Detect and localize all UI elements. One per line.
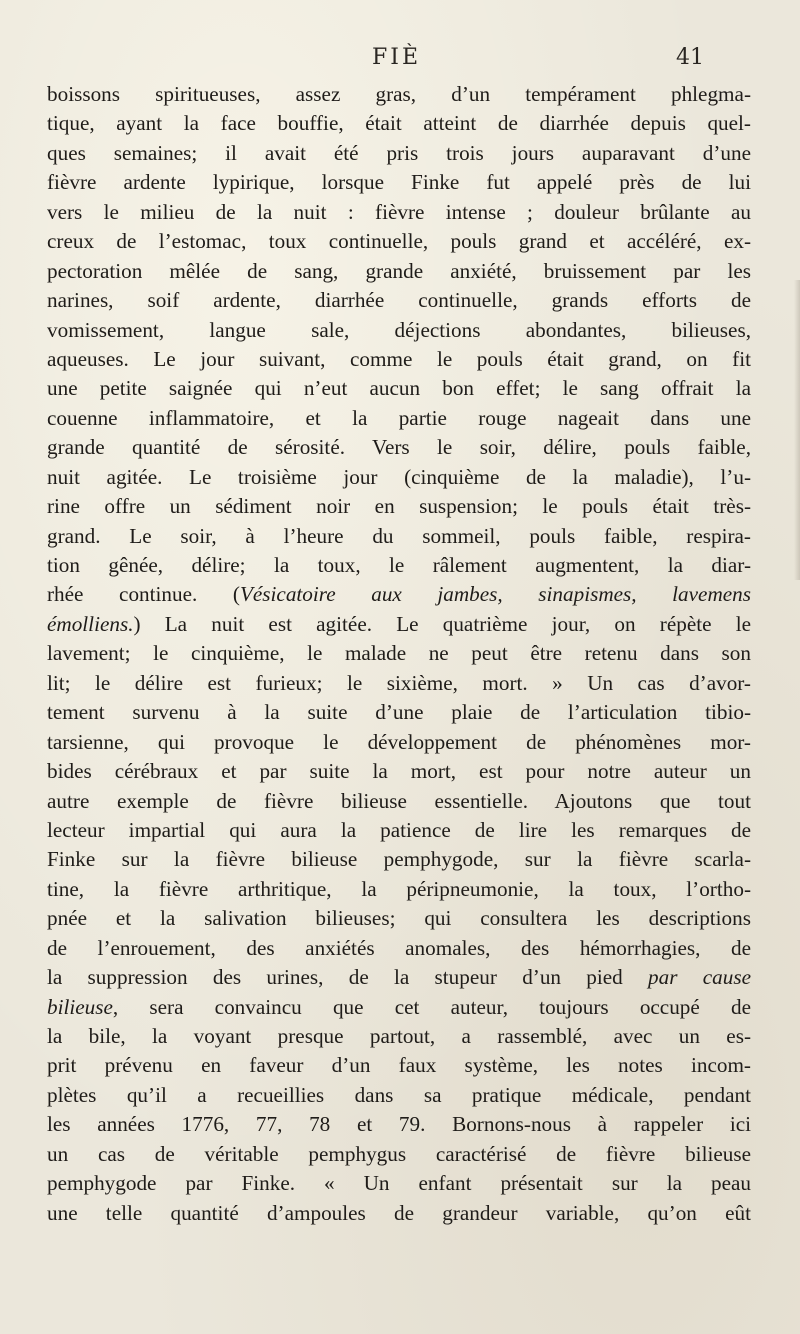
text-line: nuit agitée. Le troisième jour (cinquième de la maladie), l’u-	[47, 464, 751, 489]
text-line: boissons spiritueuses, assez gras, d’un tempérament phlegma-	[47, 82, 751, 106]
text-line: lavement; le cinquième, le malade ne peut être retenu dans son	[47, 641, 751, 666]
text-line: les années 1776, 77, 78 et 79. Bornons-nous à rappeler ici	[47, 1112, 751, 1137]
text-line: pnée et la salivation bilieuses; qui consultera les descriptions	[47, 906, 751, 931]
text-line: grand. Le soir, à l’heure du sommeil, pouls faible, respira-	[47, 523, 751, 548]
text-line: autre exemple de fièvre bilieuse essentielle. Ajoutons que tout	[47, 788, 751, 813]
text-line: fièvre ardente lypirique, lorsque Finke fut appelé près de lui	[47, 170, 751, 195]
text-line: vomissement, langue sale, déjections abondantes, bilieuses,	[47, 317, 751, 342]
text-line: pemphygode par Finke. « Un enfant présentait sur la peau	[47, 1171, 751, 1196]
text-line: ques semaines; il avait été pris trois jours auparavant d’une	[47, 140, 751, 165]
text-line: rine offre un sédiment noir en suspension; le pouls était très-	[47, 494, 751, 519]
page-edge-shadow	[794, 280, 800, 580]
page-number: 41	[676, 45, 704, 70]
text-line: de l’enrouement, des anxiétés anomales, des hémorrhagies, de	[47, 935, 751, 960]
text-line: tarsienne, qui provoque le développement de phénomènes mor-	[47, 729, 751, 754]
text-line: la suppression des urines, de la stupeur d’un pied par cause	[47, 965, 751, 990]
text-line: creux de l’estomac, toux continuelle, pouls grand et accéléré, ex-	[47, 229, 751, 254]
text-line: Finke sur la fièvre bilieuse pemphygode, sur la fièvre scarla-	[47, 847, 751, 872]
page-header	[0, 45, 800, 77]
text-line: émolliens.) La nuit est agitée. Le quatrième jour, on répète le	[47, 611, 751, 636]
text-line: une petite saignée qui n’eut aucun bon effet; le sang offrait la	[47, 376, 751, 401]
body-text	[47, 80, 751, 1228]
text-line: lit; le délire est furieux; le sixième, mort. » Un cas d’avor-	[47, 670, 751, 695]
text-line: bides cérébraux et par suite la mort, est pour notre auteur un	[47, 759, 751, 784]
text-line: bilieuse, sera convaincu que cet auteur, toujours occupé de	[47, 994, 751, 1019]
italic-phrase: par cause	[648, 965, 751, 990]
text-line: tion gênée, délire; la toux, le râlement augmentent, la diar-	[47, 553, 751, 577]
text-line: la bile, la voyant presque partout, a rassemblé, avec un es-	[47, 1024, 751, 1048]
text-line: une telle quantité d’ampoules de grandeur variable, qu’on eût	[47, 1200, 751, 1225]
text-line: aqueuses. Le jour suivant, comme le pouls était grand, on fit	[47, 346, 751, 371]
text-line: tique, ayant la face bouffie, était atteint de diarrhée depuis quel-	[47, 111, 751, 136]
text-line: couenne inflammatoire, et la partie rouge nageait dans une	[47, 405, 751, 430]
italic-phrase: Vésicatoire aux jambes, sinapismes, lavemens	[239, 582, 751, 607]
text-line: narines, soif ardente, diarrhée continuelle, grands efforts de	[47, 288, 751, 313]
text-line: prit prévenu en faveur d’un faux système, les notes incom-	[47, 1053, 751, 1078]
text-line: rhée continue. (Vésicatoire aux jambes, sinapismes, lavemens	[47, 582, 751, 607]
text-line: vers le milieu de la nuit : fièvre intense ; douleur brûlante au	[47, 199, 751, 224]
text-line: lecteur impartial qui aura la patience de lire les remarques de	[47, 817, 751, 842]
italic-phrase: émolliens.	[47, 611, 134, 636]
text-line: un cas de véritable pemphygus caractérisé de fièvre bilieuse	[47, 1141, 751, 1166]
italic-phrase: bilieuse	[47, 994, 113, 1019]
text-line: tement survenu à la suite d’une plaie de l’articulation tibio-	[47, 700, 751, 725]
text-line: pectoration mêlée de sang, grande anxiété, bruissement par les	[47, 258, 751, 283]
text-line: grande quantité de sérosité. Vers le soir, délire, pouls faible,	[47, 435, 751, 460]
text-line: plètes qu’il a recueillies dans sa pratique médicale, pendant	[47, 1082, 751, 1107]
text-line: tine, la fièvre arthritique, la péripneumonie, la toux, l’ortho-	[47, 876, 751, 901]
running-head: FIÈ	[372, 45, 422, 70]
